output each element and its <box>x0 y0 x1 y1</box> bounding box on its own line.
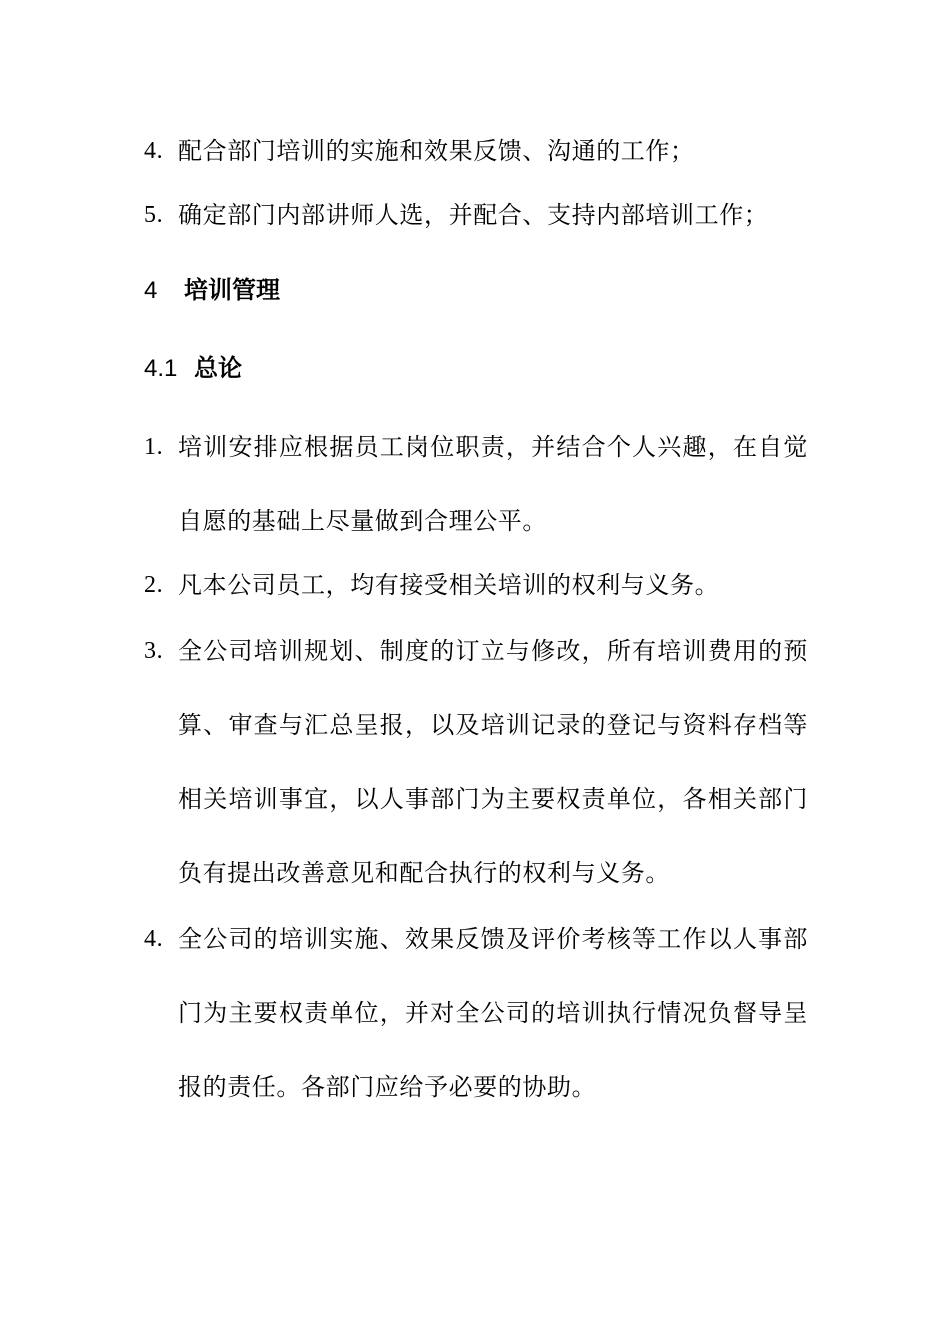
list-item-text: 配合部门培训的实施和效果反馈、沟通的工作； <box>178 137 695 165</box>
list-item <box>144 614 814 910</box>
list-item-text: 全公司的培训实施、效果反馈及评价考核等工作以人事部门为主要权责单位，并对全公司的培训执行情况负督导呈报的责任。各部门应给予必要的协助。 <box>178 925 808 1101</box>
list-item-number: 5. <box>144 202 164 228</box>
subsection-heading <box>144 348 242 389</box>
list-item-text: 凡本公司员工，均有接受相关培训的权利与义务。 <box>178 571 720 599</box>
list-item <box>144 114 814 188</box>
list-item <box>144 902 814 1124</box>
list-item-number: 3. <box>144 638 164 664</box>
list-item-text: 培训安排应根据员工岗位职责，并结合个人兴趣，在自觉自愿的基础上尽量做到合理公平。 <box>178 433 808 535</box>
list-item-number: 2. <box>144 572 164 598</box>
subsection-number: 4.1 <box>144 355 178 382</box>
list-item-text: 确定部门内部讲师人选，并配合、支持内部培训工作； <box>178 201 769 229</box>
list-item-number: 1. <box>144 434 164 460</box>
list-item <box>144 410 814 558</box>
list-item <box>144 178 814 252</box>
subsection-title: 总论 <box>194 354 242 382</box>
section-title: 培训管理 <box>184 276 280 304</box>
section-number: 4 <box>144 277 158 304</box>
list-item <box>144 548 814 622</box>
list-item-number: 4. <box>144 138 164 164</box>
list-item-number: 4. <box>144 926 164 952</box>
list-item-text: 全公司培训规划、制度的订立与修改，所有培训费用的预算、审查与汇总呈报，以及培训记录的登记与资料存档等相关培训事宜，以人事部门为主要权责单位，各相关部门负有提出改善意见和配合执行的权利与义务。 <box>178 637 808 887</box>
section-heading <box>144 270 280 311</box>
